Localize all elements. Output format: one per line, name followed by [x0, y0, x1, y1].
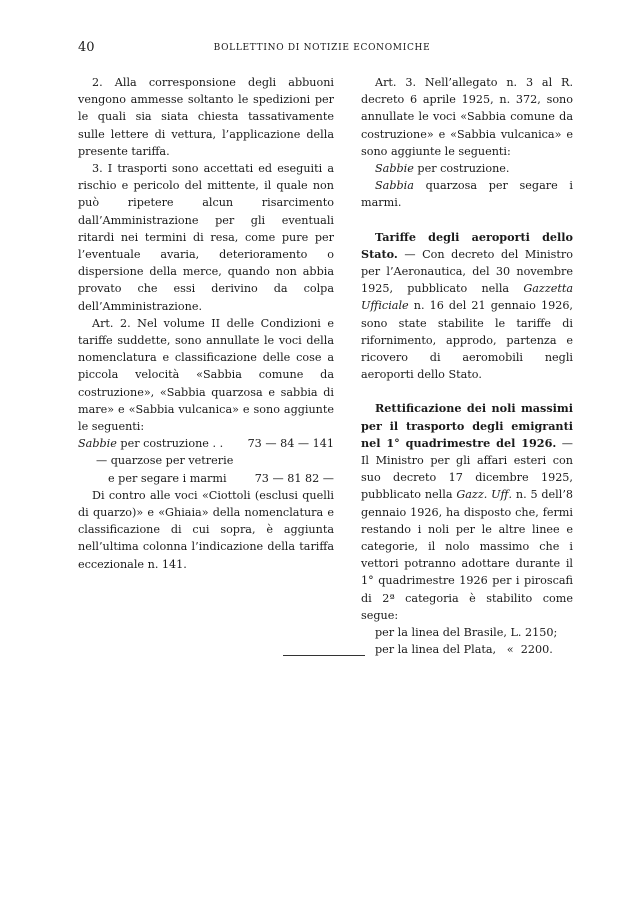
list-item — [361, 177, 573, 211]
page-number: 40 — [78, 40, 95, 55]
rate-text: per costruzione . . — [116, 437, 224, 451]
paragraph-abbuoni: 2. Alla corresponsione degli abbuoni vengono ammesse soltanto le spedizioni per le quali sia siata chiesta tassativamente sulle lettere di vettura, l’applicazione della presente tariffa. — [78, 76, 334, 158]
item-text: per costruzione. — [413, 162, 510, 176]
rate-row — [78, 435, 334, 452]
divider-rule — [283, 655, 365, 656]
rate-values: 73 — 84 — 141 — [247, 437, 334, 451]
publication-name: Gazzetta Ufficiale — [361, 282, 573, 313]
rate-values: 73 — 81 82 — — [254, 471, 334, 485]
publication-name: Gazz. Uff. — [456, 488, 513, 502]
paragraph-ciottoli: Di contro alle voci «Ciottoli (esclusi quelli di quarzo)» e «Ghiaia» della nomenclatura e classificazione di cui sopra, è aggiunta nell’ultima colonna l’indicazione della tariffa eccezionale n. 141. — [78, 488, 334, 571]
item-term: Sabbia — [375, 179, 414, 193]
item-text: quarzosa per segare i marmi. — [361, 179, 573, 210]
item-term: Sabbie — [375, 162, 414, 176]
rate-row — [78, 470, 334, 487]
section-heading: Rettificazione dei noli massimi per il trasporto degli emigranti nel 1° quadrimestre del 1926. — [361, 401, 573, 450]
rate-text: e per segare i marmi — [108, 471, 227, 485]
rate-text: quarzose per vetrerie — [107, 454, 234, 468]
list-item — [361, 160, 573, 177]
line-plata: per la linea del Plata, « 2200. — [375, 643, 553, 657]
paragraph-art2: Art. 2. Nel volume II delle Condizioni e tariffe suddette, sono annullate le voci della nomenclatura e classificazione delle cose a piccola velocità «Sabbia comune da costruzione», «Sabbia quarzosa e sabbia di mare» e «Sabbia vulcanica» e sono aggiunte le seguenti: — [78, 316, 334, 434]
left-column — [78, 74, 334, 573]
section-aeroporti: Tariffe degli aeroporti dello Stato. — Con decreto del Ministro per l’Aeronautica, del 30 novembre 1925, pubblicato nella Gazzetta Ufficiale n. 16 del 21 gennaio 1926, sono state stabilite le tariffe di rifornimento, approdo, partenza e ricovero di aeromobili negli aeroporti dello Stato. — [361, 229, 573, 382]
right-column — [361, 74, 573, 659]
running-head: BOLLETTINO DI NOTIZIE ECONOMICHE — [213, 43, 431, 53]
section-heading: Tariffe degli aeroporti dello Stato. — [361, 229, 573, 261]
section-noli: Rettificazione dei noli massimi per il trasporto degli emigranti nel 1° quadrimestre del 1926. — Il Ministro per gli affari esteri con suo decreto 17 dicembre 1925, pubblicato nella Gazz. Uff. n. 5 dell’8 gennaio 1926, ha disposto che, fermi restando i noli per le altre linee e categorie, il nolo massimo che i vettori potranno adottare durante il 1° quadrimestre 1926 per i piroscafi di 2ª categoria è stabilito come segue: — [361, 401, 574, 622]
paragraph-art3: Art. 3. Nell’allegato n. 3 al R. decreto 6 aprile 1925, n. 372, sono annullate le voci «Sabbia comune da costruzione» e «Sabbia vulcanica» e sono aggiunte le seguenti: — [361, 76, 573, 158]
paragraph-trasporti: 3. I trasporti sono accettati ed eseguiti a rischio e pericolo del mittente, il quale non può ripetere alcun risarcimento dall’Amministrazione per gli eventuali ritardi nei termini di resa, come pure per l’eventuale avaria, deterioramento o dispersione della merce, quando non abbia provato che essi derivino da colpa dell’Amministrazione. — [78, 162, 334, 313]
rate-table — [78, 435, 334, 487]
rate-prefix: — — [96, 454, 108, 468]
line-brasile: per la linea del Brasile, L. 2150; — [375, 626, 558, 640]
rate-row — [78, 452, 334, 469]
rate-values — [242, 452, 334, 469]
rate-term: Sabbie — [78, 437, 117, 451]
